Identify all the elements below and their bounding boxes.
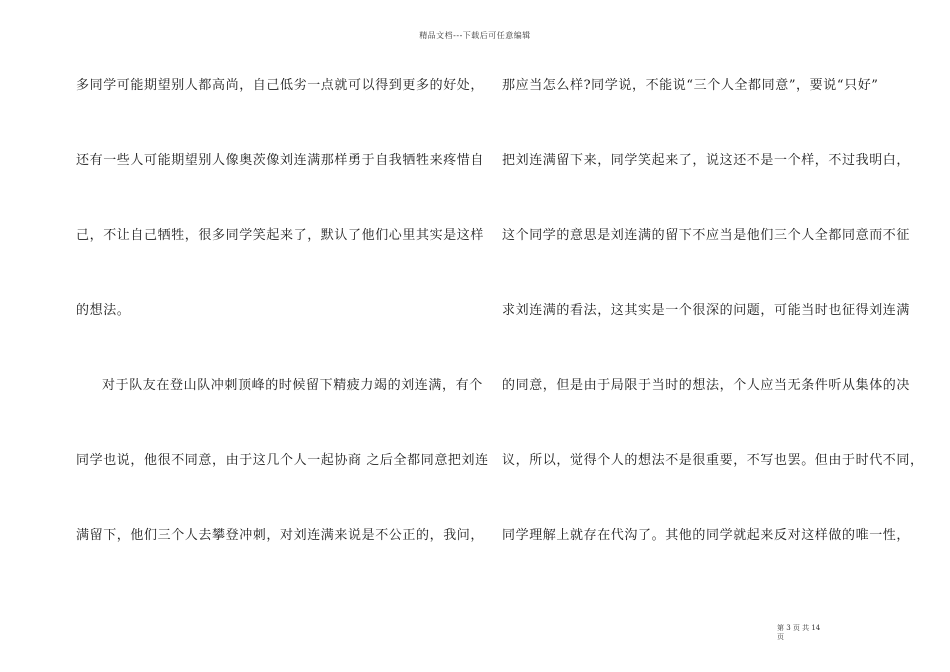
paragraph-line: 求刘连满的看法，这其实是一个很深的问题，可能当时也征得刘连满	[502, 303, 911, 318]
paragraph-line: 同学理解上就存在代沟了。其他的同学就起来反对这样做的唯一性，	[502, 528, 911, 543]
paragraph-line: 把刘连满留下来，同学笑起来了，说这还不是一个样，不过我明白，	[502, 153, 911, 168]
paragraph-line: 满留下，他们三个人去攀登冲刺，对刘连满来说是不公正的，我问，	[76, 528, 485, 543]
paragraph-line: 多同学可能期望别人都高尚，自己低劣一点就可以得到更多的好处，	[76, 78, 485, 93]
page-number-line1: 第 3 页 共 14	[777, 624, 821, 632]
page-header: 精品文档---下载后可任意编辑	[419, 31, 531, 40]
page-number-line2: 页	[777, 633, 784, 641]
paragraph-line: 对于队友在登山队冲刺顶峰的时候留下精疲力竭的刘连满，有个	[102, 378, 483, 393]
paragraph-line: 还有一些人可能期望别人像奥茨像刘连满那样勇于自我牺牲来疼惜自	[76, 153, 485, 168]
paragraph-line: 的想法。	[76, 303, 131, 318]
page-number	[777, 624, 820, 642]
paragraph-line: 这个同学的意思是刘连满的留下不应当是他们三个人全都同意而不征	[502, 228, 911, 243]
paragraph-line: 同学也说，他很不同意，由于这几个人一起协商 之后全都同意把刘连	[76, 453, 489, 468]
paragraph-line: 己，不让自己牺牲，很多同学笑起来了，默认了他们心里其实是这样	[76, 228, 485, 243]
paragraph-line: 议，所以，觉得个人的想法不是很重要，不写也罢。但由于时代不同，	[502, 453, 924, 468]
paragraph-line: 的同意，但是由于局限于当时的想法，个人应当无条件听从集体的决	[502, 378, 911, 393]
paragraph-line: 那应当怎么样?同学说，不能说“三个人全都同意”，要说“只好”	[502, 78, 879, 93]
